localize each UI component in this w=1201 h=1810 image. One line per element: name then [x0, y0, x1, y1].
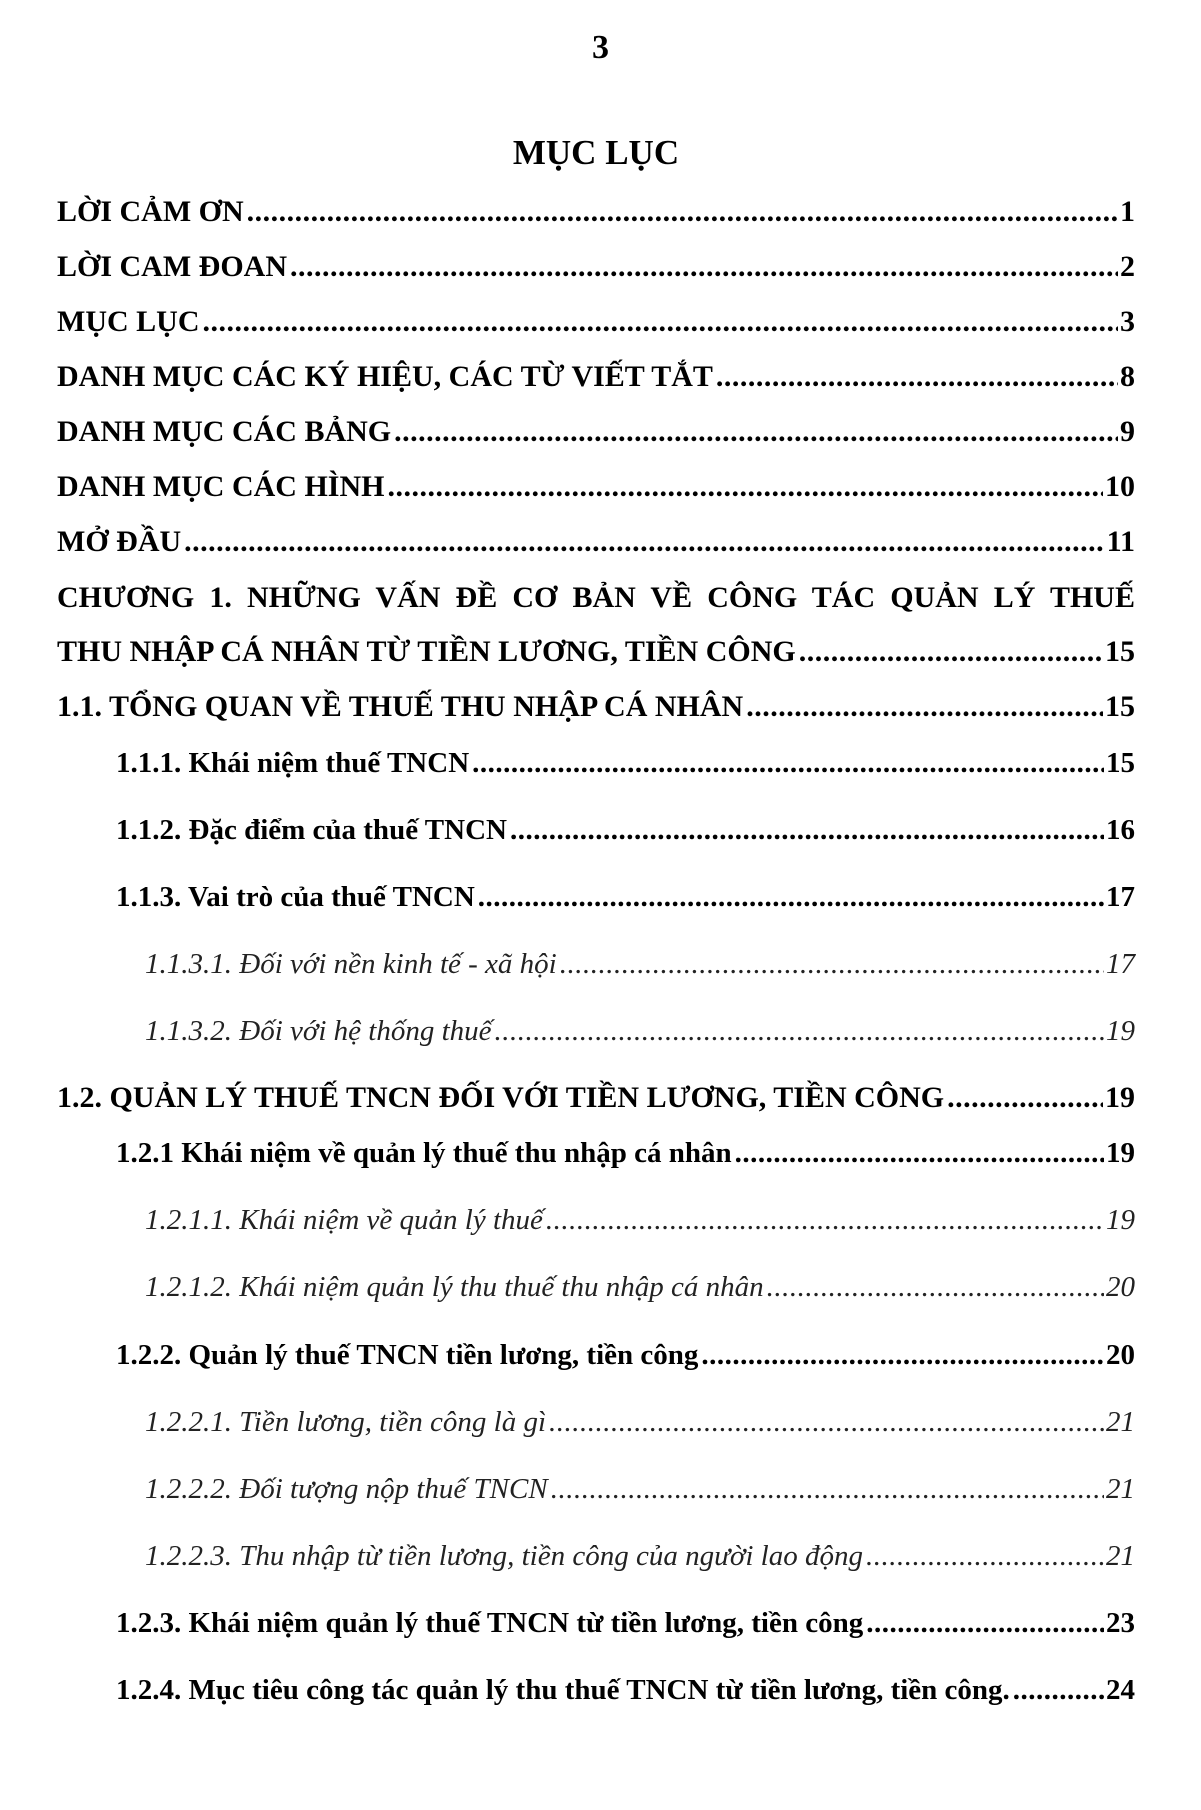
toc-entry-text: 1.2.1.2. Khái niệm quản lý thu thuế thu nhập cá nhân — [145, 1271, 764, 1303]
toc-entry-1-2-2-3[interactable] — [145, 1534, 1135, 1578]
toc-entry-text: DANH MỤC CÁC KÝ HIỆU, CÁC TỪ VIẾT TẮT — [57, 360, 713, 393]
toc-entry-text: 1.2. QUẢN LÝ THUẾ TNCN ĐỐI VỚI TIỀN LƯƠNG, TIỀN CÔNG — [57, 1081, 945, 1114]
toc-entry-text: MỤC LỤC — [57, 305, 200, 338]
toc-entry-page: 8 — [1120, 360, 1135, 393]
toc-entry-1-2-1[interactable] — [116, 1131, 1135, 1175]
toc-entry-page: 23 — [1106, 1607, 1135, 1639]
dot-leader — [947, 1076, 1103, 1120]
toc-entry-text: LỜI CAM ĐOAN — [57, 250, 287, 283]
toc-entry-1-2-1-1[interactable] — [145, 1198, 1135, 1242]
toc-entry-text: 1.1. TỔNG QUAN VỀ THUẾ THU NHẬP CÁ NHÂN — [57, 690, 744, 723]
toc-entry-danh-muc-ky-hieu[interactable] — [57, 355, 1135, 399]
toc-entry-page: 20 — [1106, 1339, 1135, 1371]
dot-leader — [387, 465, 1103, 509]
toc-entry-text: 1.2.2.3. Thu nhập từ tiền lương, tiền công của người lao động — [145, 1540, 863, 1572]
dot-leader — [546, 1198, 1104, 1242]
toc-entry-text: 1.2.2. Quản lý thuế TNCN tiền lương, tiền công — [116, 1339, 699, 1371]
toc-entry-page: 1 — [1120, 195, 1135, 228]
toc-entry-1-2[interactable] — [57, 1076, 1135, 1120]
dot-leader — [510, 808, 1104, 852]
dot-leader — [799, 630, 1103, 674]
toc-entry-1-2-2[interactable] — [116, 1333, 1135, 1377]
toc-entry-page: 21 — [1106, 1540, 1135, 1572]
toc-entry-text: 1.2.1.1. Khái niệm về quản lý thuế — [145, 1204, 543, 1236]
toc-entry-page: 11 — [1106, 525, 1135, 558]
toc-entry-text: 1.1.3.2. Đối với hệ thống thuế — [145, 1015, 492, 1047]
toc-entry-page: 24 — [1106, 1674, 1135, 1706]
dot-leader — [203, 300, 1119, 344]
toc-entry-loi-cam-on[interactable] — [57, 190, 1135, 234]
dot-leader — [495, 1009, 1104, 1053]
toc-entry-1-1-3-1[interactable] — [145, 942, 1135, 986]
toc-entry-text: DANH MỤC CÁC HÌNH — [57, 470, 385, 503]
toc-entry-1-2-2-1[interactable] — [145, 1400, 1135, 1444]
toc-entry-muc-luc[interactable] — [57, 300, 1135, 344]
toc-entry-1-1-2[interactable] — [116, 808, 1135, 852]
dot-leader — [247, 190, 1118, 234]
toc-entry-page: 19 — [1106, 1015, 1135, 1047]
toc-entry-page: 19 — [1105, 1081, 1135, 1114]
dot-leader — [746, 685, 1103, 729]
dot-leader — [560, 942, 1104, 986]
toc-entry-page: 2 — [1120, 250, 1135, 283]
toc-entry-text: 1.2.3. Khái niệm quản lý thuế TNCN từ tiền lương, tiền công — [116, 1607, 864, 1639]
chapter-1-heading[interactable]: CHƯƠNG 1. NHỮNG VẤN ĐỀ CƠ BẢN VỀ CÔNG TÁC QUẢN LÝ THUẾ — [57, 581, 1135, 614]
toc-entry-1-1-3[interactable] — [116, 875, 1135, 919]
toc-entry-text: 1.2.2.2. Đối tượng nộp thuế TNCN — [145, 1473, 548, 1505]
toc-entry-text: 1.1.3. Vai trò của thuế TNCN — [116, 881, 475, 913]
toc-entry-page: 15 — [1105, 635, 1135, 668]
toc-entry-text: THU NHẬP CÁ NHÂN TỪ TIỀN LƯƠNG, TIỀN CÔNG — [57, 635, 796, 668]
toc-title: MỤC LỤC — [512, 133, 680, 172]
toc-entry-text: 1.2.4. Mục tiêu công tác quản lý thu thuế TNCN từ tiền lương, tiền công. — [116, 1674, 1010, 1706]
toc-entry-1-1-1[interactable] — [116, 741, 1135, 785]
toc-entry-text: 1.2.2.1. Tiền lương, tiền công là gì — [145, 1406, 547, 1438]
toc-entry-text: MỞ ĐẦU — [57, 525, 182, 558]
toc-entry-text: DANH MỤC CÁC BẢNG — [57, 415, 392, 448]
toc-entry-page: 3 — [1120, 305, 1135, 338]
dot-leader — [866, 1601, 1104, 1645]
dot-leader — [1013, 1668, 1104, 1712]
toc-entry-page: 21 — [1106, 1406, 1135, 1438]
toc-entry-page: 20 — [1106, 1271, 1135, 1303]
toc-entry-page: 21 — [1106, 1473, 1135, 1505]
toc-entry-page: 17 — [1106, 948, 1135, 980]
toc-entry-1-2-3[interactable] — [116, 1601, 1135, 1645]
dot-leader — [478, 875, 1104, 919]
toc-entry-page: 17 — [1106, 881, 1135, 913]
toc-entry-text: 1.1.2. Đặc điểm của thuế TNCN — [116, 814, 507, 846]
toc-entry-danh-muc-hinh[interactable] — [57, 465, 1135, 509]
toc-entry-page: 9 — [1120, 415, 1135, 448]
toc-entry-page: 15 — [1106, 747, 1135, 779]
toc-entry-1-2-4[interactable] — [116, 1668, 1135, 1712]
toc-entry-danh-muc-bang[interactable] — [57, 410, 1135, 454]
toc-entry-text: 1.2.1 Khái niệm về quản lý thuế thu nhập cá nhân — [116, 1137, 732, 1169]
toc-entry-1-1-3-2[interactable] — [145, 1009, 1135, 1053]
dot-leader — [394, 410, 1118, 454]
dot-leader — [551, 1467, 1104, 1511]
dot-leader — [735, 1131, 1104, 1175]
toc-entry-page: 16 — [1106, 814, 1135, 846]
toc-entry-chapter-1[interactable] — [57, 630, 1135, 674]
dot-leader — [701, 1333, 1104, 1377]
dot-leader — [716, 355, 1118, 399]
dot-leader — [472, 741, 1104, 785]
toc-entry-mo-dau[interactable] — [57, 520, 1135, 564]
toc-entry-1-1[interactable] — [57, 685, 1135, 729]
dot-leader — [184, 520, 1104, 564]
toc-entry-loi-cam-doan[interactable] — [57, 245, 1135, 289]
dot-leader — [290, 245, 1118, 289]
toc-entry-text: 1.1.3.1. Đối với nền kinh tế - xã hội — [145, 948, 557, 980]
toc-entry-text: LỜI CẢM ƠN — [57, 195, 244, 228]
dot-leader — [866, 1534, 1104, 1578]
page-number: 3 — [592, 29, 609, 66]
toc-entry-page: 10 — [1105, 470, 1135, 503]
dot-leader — [767, 1265, 1104, 1309]
dot-leader — [549, 1400, 1104, 1444]
toc-entry-text: 1.1.1. Khái niệm thuế TNCN — [116, 747, 470, 779]
toc-entry-page: 19 — [1106, 1137, 1135, 1169]
toc-entry-1-2-2-2[interactable] — [145, 1467, 1135, 1511]
toc-entry-1-2-1-2[interactable] — [145, 1265, 1135, 1309]
toc-entry-page: 19 — [1106, 1204, 1135, 1236]
toc-entry-page: 15 — [1105, 690, 1135, 723]
